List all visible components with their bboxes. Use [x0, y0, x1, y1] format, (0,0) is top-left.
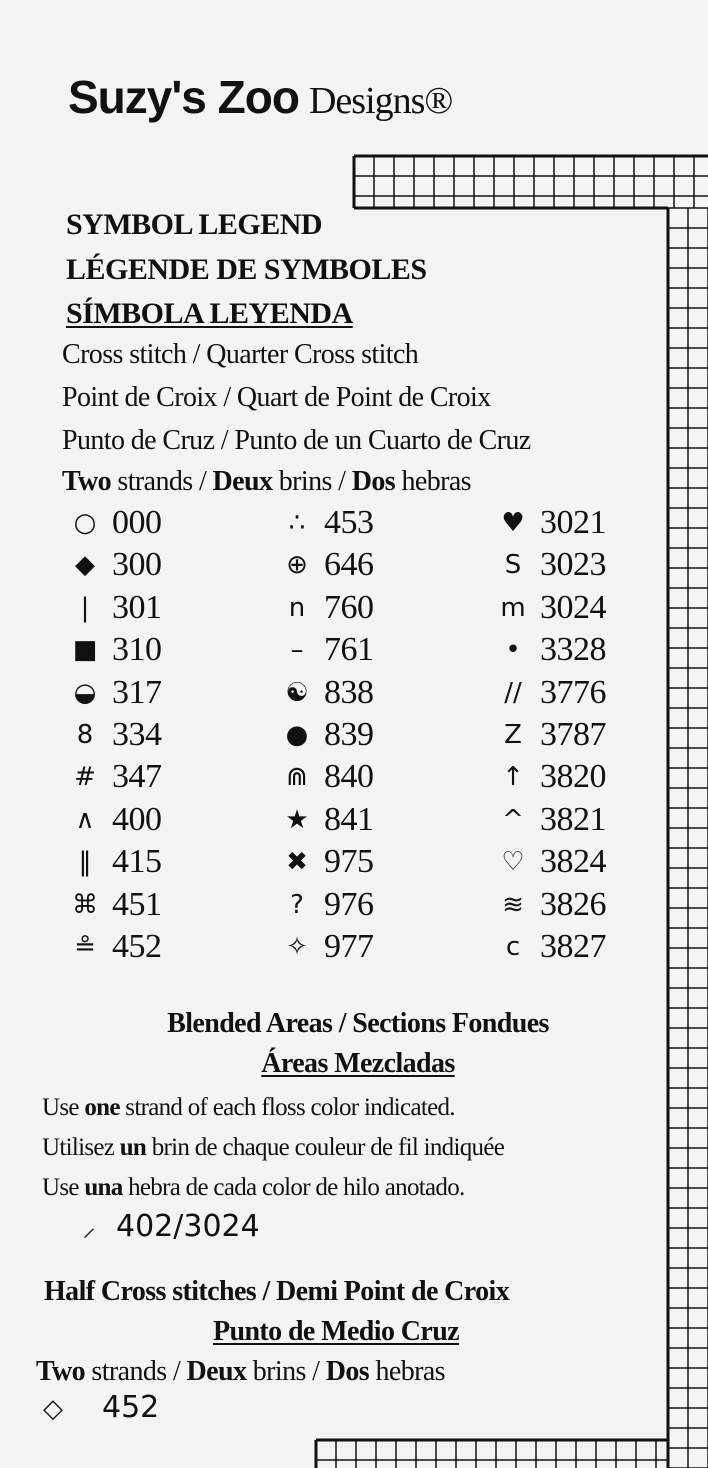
blended-line-en: [42, 1094, 455, 1122]
legend-row: [278, 502, 374, 544]
legend-code: 3824: [540, 843, 606, 881]
blended-en-pre: Use: [42, 1094, 85, 1121]
legend-code: 761: [324, 631, 374, 669]
blended-es-pre: Use: [42, 1174, 85, 1201]
legend-code: 300: [112, 546, 162, 584]
legend-row: [278, 544, 374, 586]
legend-row: [494, 587, 606, 629]
half-strands-fr-rest: brins /: [246, 1356, 326, 1387]
legend-code: 400: [112, 800, 162, 838]
legend-row: [278, 841, 374, 883]
legend-row: [66, 629, 162, 671]
legend-row: [66, 841, 162, 883]
pin-icon: ⸝: [82, 1213, 96, 1243]
blended-line-fr: [42, 1134, 504, 1162]
legend-row: [494, 502, 606, 544]
legend-row: [278, 672, 374, 714]
half-strands-en-rest: strands /: [85, 1356, 187, 1387]
legend-title-es: SÍMBOLA LEYENDA: [66, 297, 353, 330]
heart-filled-icon: ♥: [501, 508, 525, 538]
strands-fr-rest: brins /: [272, 466, 352, 497]
legend-row: [278, 926, 374, 968]
legend-code: 415: [112, 843, 162, 881]
legend-code: 841: [324, 800, 374, 838]
comma-dot-icon: •: [505, 635, 521, 666]
circle-plus-icon: ⊕: [286, 550, 308, 581]
legend-code: 451: [112, 885, 162, 923]
arrow-up-icon: ↑: [502, 762, 524, 793]
brand-designs: Designs®: [308, 80, 453, 122]
square-filled-icon: ■: [72, 635, 98, 666]
blended-fr-post: brin de chaque couleur de fil indiquée: [146, 1134, 505, 1161]
diamond-filled-icon: ◆: [75, 550, 95, 581]
dash-icon: –: [290, 635, 304, 666]
vertical-bar-icon: |: [80, 592, 90, 623]
letter-n-icon: n: [288, 592, 306, 623]
legend-code: 3827: [540, 928, 606, 965]
strands-fr: Deux: [212, 466, 273, 497]
strands-es: Dos: [351, 466, 396, 497]
legend-code: 453: [324, 504, 374, 541]
legend-row: [494, 756, 606, 798]
half-item: [34, 1390, 159, 1425]
blended-fr-pre: Utilisez: [42, 1134, 120, 1161]
blended-title: Blended Areas / Sections Fondues: [167, 1008, 549, 1039]
blended-fr-bold: un: [119, 1134, 147, 1161]
legend-code: 000: [112, 504, 162, 541]
blended-en-bold: one: [84, 1094, 120, 1121]
legend-row: [494, 544, 606, 586]
circle-filled-icon: ●: [285, 720, 309, 750]
three-dots-icon: ∴: [288, 508, 306, 538]
cross-x-icon: ✖: [286, 847, 308, 878]
legend-row: [494, 714, 606, 756]
sparkle-icon: ✧: [286, 932, 308, 962]
heart-outline-icon: ♡: [501, 847, 525, 878]
blended-title-es: Áreas Mezcladas: [261, 1048, 455, 1079]
legend-code: 838: [324, 673, 374, 711]
wave-underline-icon: ≗: [74, 932, 96, 962]
question-icon: ?: [290, 889, 304, 920]
legend-code: 3023: [540, 546, 606, 584]
strands-en: Two: [62, 466, 112, 497]
brand-logo: Suzy's Zoo: [68, 71, 299, 123]
legend-row: [278, 756, 374, 798]
legend-code: 3776: [540, 673, 606, 711]
figure-eight-icon: 8: [76, 720, 94, 750]
blended-item: [70, 1208, 260, 1244]
legend-title-en: SYMBOL LEGEND: [66, 208, 323, 241]
half-circle-icon: ◒: [73, 677, 97, 708]
hash-icon: #: [74, 762, 96, 793]
blended-code: 402/3024: [116, 1209, 260, 1244]
legend-code: 977: [324, 928, 374, 965]
double-slash-icon: //: [504, 677, 522, 708]
legend-row: [66, 672, 162, 714]
blended-line-es: [42, 1174, 465, 1202]
letter-c-icon: c: [505, 932, 521, 962]
small-caret-icon: ^: [502, 804, 524, 835]
legend-code: 840: [324, 758, 374, 796]
legend-row: [494, 629, 606, 671]
legend-row: [494, 799, 606, 841]
stitch-line-es: Punto de Cruz / Punto de un Cuarto de Cruz: [62, 425, 531, 456]
legend-row: [66, 587, 162, 629]
legend-code: 3328: [540, 631, 606, 669]
stitch-line-fr: Point de Croix / Quart de Point de Croix: [62, 382, 491, 413]
legend-code: 839: [324, 716, 374, 753]
legend-code: 3820: [540, 758, 606, 796]
circle-outline-icon: ○: [73, 508, 97, 538]
strands-line: [62, 466, 471, 498]
arch-icon: ⋒: [286, 762, 308, 793]
strands-es-rest: hebras: [395, 466, 471, 497]
legend-row: [66, 502, 162, 544]
half-strands-line: [36, 1356, 445, 1388]
legend-code: 976: [324, 885, 374, 923]
legend-row: [66, 884, 162, 926]
double-bar-icon: ‖: [78, 847, 92, 878]
blended-es-bold: una: [84, 1174, 123, 1201]
strands-en-rest: strands /: [111, 466, 213, 497]
legend-row: [66, 926, 162, 968]
legend-code: 3787: [540, 716, 606, 753]
legend-title-fr: LÉGENDE DE SYMBOLES: [66, 253, 427, 286]
half-strands-es-rest: hebras: [369, 1356, 445, 1387]
legend-row: [278, 629, 374, 671]
half-strands-fr: Deux: [186, 1356, 247, 1387]
legend-row: [494, 926, 606, 968]
diamond-outline-icon: ◇: [43, 1394, 63, 1424]
legend-code: 301: [112, 588, 162, 626]
blended-es-post: hebra de cada color de hilo anotado.: [122, 1174, 465, 1201]
legend-row: [494, 884, 606, 926]
legend-row: [278, 799, 374, 841]
half-title: Half Cross stitches / Demi Point de Croix: [44, 1276, 510, 1307]
legend-code: 310: [112, 631, 162, 669]
legend-row: [278, 587, 374, 629]
legend-row: [66, 714, 162, 756]
half-strands-en: Two: [36, 1356, 86, 1387]
letter-z-icon: Z: [504, 720, 522, 750]
command-icon: ⌘: [72, 889, 98, 920]
legend-code: 334: [112, 716, 162, 753]
half-code: 452: [102, 1390, 160, 1425]
half-title-es: Punto de Medio Cruz: [212, 1316, 460, 1347]
legend-code: 646: [324, 546, 374, 584]
legend-row: [66, 544, 162, 586]
legend-row: [66, 756, 162, 798]
legend-code: 3024: [540, 588, 606, 626]
legend-code: 452: [112, 928, 162, 965]
caret-up-icon: ∧: [75, 804, 95, 835]
legend-row: [494, 841, 606, 883]
half-strands-es: Dos: [325, 1356, 370, 1387]
legend-code: 317: [112, 673, 162, 711]
legend-code: 760: [324, 588, 374, 626]
stitch-line-en: Cross stitch / Quarter Cross stitch: [62, 339, 419, 370]
legend-code: 3826: [540, 885, 606, 923]
legend-row: [278, 884, 374, 926]
brand-heading: [68, 70, 452, 125]
legend-code: 3821: [540, 800, 606, 838]
legend-row: [278, 714, 374, 756]
yin-yang-icon: ☯: [285, 677, 309, 708]
legend-code: 3021: [540, 504, 606, 541]
legend-row: [494, 672, 606, 714]
letter-s-icon: S: [504, 550, 522, 581]
legend-code: 347: [112, 758, 162, 796]
legend-code: 975: [324, 843, 374, 881]
legend-row: [66, 799, 162, 841]
blended-en-post: strand of each floss color indicated.: [119, 1094, 455, 1121]
letter-m-icon: m: [500, 592, 526, 623]
triple-wave-icon: ≋: [502, 889, 524, 920]
star-icon: ★: [285, 804, 309, 835]
